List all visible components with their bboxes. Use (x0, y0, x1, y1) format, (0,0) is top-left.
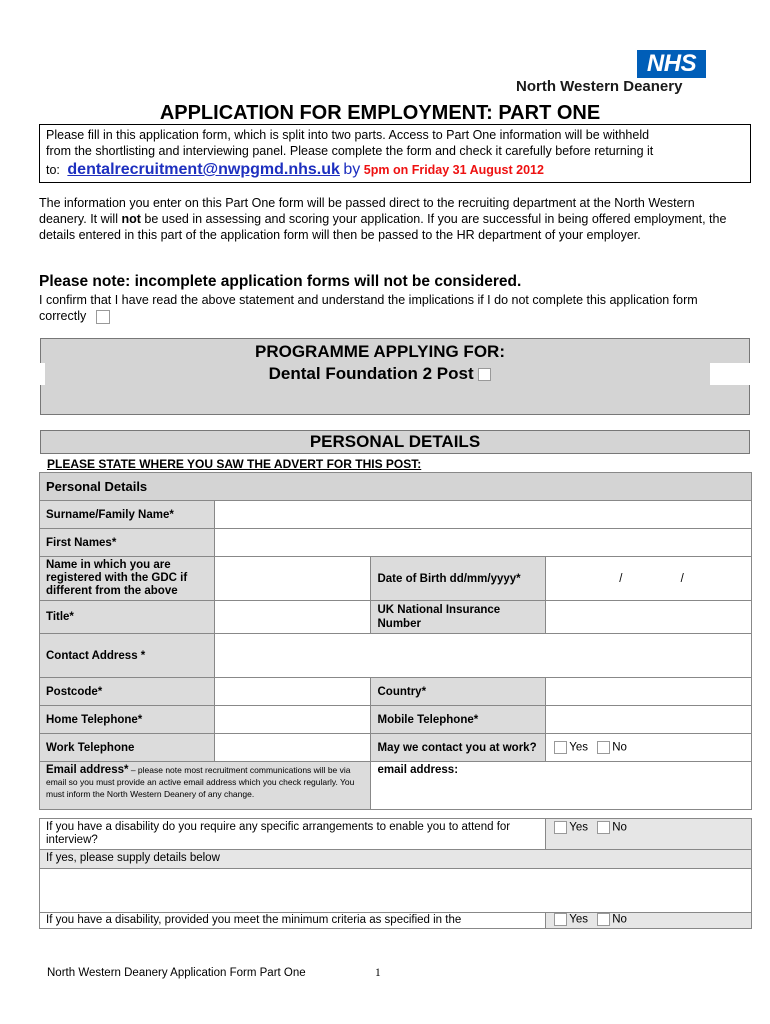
org-name: North Western Deanery (516, 78, 683, 95)
info-text-1: The information you enter on this Part One form will be passed direct to the recruiting department at the North Western deanery. It will (39, 196, 695, 226)
ni-input[interactable] (546, 601, 752, 634)
disability-q1-yes-label: Yes (569, 821, 589, 834)
intro-line-1: Please fill in this application form, which is split into two parts. Access to Part One information will be withheld (46, 128, 650, 142)
gdc-name-input[interactable] (214, 557, 371, 601)
page-title: APPLICATION FOR EMPLOYMENT: PART ONE (159, 102, 601, 124)
nhs-logo: NHS (637, 50, 706, 78)
advert-question: PLEASE STATE WHERE YOU SAW THE ADVERT FOR THIS POST: (47, 457, 422, 471)
info-text-2: be used in assessing and scoring your application. If you are successful in being offered employment, the details entered in this part of the application form will then be passed to the HR department of your employer. (39, 212, 727, 242)
dob-sep-1: / (619, 572, 623, 585)
footer-text: North Western Deanery Application Form Part One (47, 967, 306, 979)
email-label: Email address* (46, 764, 129, 776)
disability-table (39, 818, 752, 929)
disability-q2-options (546, 913, 752, 929)
country-label: Country* (371, 678, 546, 706)
disability-q2-yes-checkbox[interactable] (554, 913, 567, 926)
intro-line-2: from the shortlisting and interviewing panel. Please complete the form and check it carefully before returning it (46, 144, 654, 158)
email-value-label: email address: (377, 764, 459, 776)
ni-label: UK National Insurance Number (371, 601, 546, 634)
recruitment-email-link[interactable]: dentalrecruitment@nwpgmd.nhs.uk (67, 161, 340, 178)
by-label: by (343, 161, 361, 178)
info-paragraph (39, 195, 739, 243)
disability-q1: If you have a disability do you require any specific arrangements to enable you to attend for interview? (40, 819, 546, 850)
contact-work-label: May we contact you at work? (371, 734, 546, 762)
mobile-label: Mobile Telephone* (371, 706, 546, 734)
first-names-input[interactable] (214, 529, 751, 557)
mobile-input[interactable] (546, 706, 752, 734)
contact-work-no-label: No (612, 741, 627, 754)
address-label: Contact Address * (40, 634, 215, 678)
contact-work-no-checkbox[interactable] (597, 741, 610, 754)
incomplete-note: Please note: incomplete application forms will not be considered. (39, 273, 522, 290)
address-input[interactable] (214, 634, 751, 678)
intro-line-3 (46, 162, 744, 178)
intro-box (39, 124, 751, 183)
info-text-bold: not (121, 212, 141, 226)
programme-post-checkbox[interactable] (478, 368, 491, 381)
surname-input[interactable] (214, 501, 751, 529)
first-names-label: First Names* (40, 529, 215, 557)
home-tel-input[interactable] (214, 706, 371, 734)
home-tel-label: Home Telephone* (40, 706, 215, 734)
disability-q1-yes-checkbox[interactable] (554, 821, 567, 834)
disability-details-prompt: If yes, please supply details below (40, 850, 752, 869)
dob-label: Date of Birth dd/mm/yyyy* (371, 557, 546, 601)
surname-label: Surname/Family Name* (40, 501, 215, 529)
programme-title: PROGRAMME APPLYING FOR: (255, 342, 505, 361)
country-input[interactable] (546, 678, 752, 706)
postcode-label: Postcode* (40, 678, 215, 706)
disability-q1-no-checkbox[interactable] (597, 821, 610, 834)
disability-q1-options (546, 819, 752, 850)
disability-q2-no-label: No (612, 913, 627, 926)
contact-work-yes-checkbox[interactable] (554, 741, 567, 754)
confirm-text: I confirm that I have read the above statement and understand the implications if I do not complete this application form correctly (39, 293, 698, 323)
deadline: 5pm on Friday 31 August 2012 (363, 163, 544, 177)
disability-details-input[interactable] (40, 869, 752, 913)
email-label-cell (40, 762, 371, 810)
title-label: Title* (40, 601, 215, 634)
personal-details-table (39, 472, 752, 810)
contact-work-options (546, 734, 752, 762)
email-input[interactable] (371, 762, 752, 810)
dob-sep-2: / (680, 572, 684, 585)
contact-work-yes-label: Yes (569, 741, 589, 754)
title-input[interactable] (214, 601, 371, 634)
personal-details-bar: PERSONAL DETAILS (40, 430, 750, 454)
work-tel-label: Work Telephone (40, 734, 215, 762)
confirm-checkbox[interactable] (96, 310, 110, 324)
page-number: 1 (375, 967, 381, 979)
email-note: – please note most recruitment communications will be via email so you must provide an active email address which you check regularly. You must inform the North Western Deanery of any change. (46, 765, 355, 799)
disability-q2-no-checkbox[interactable] (597, 913, 610, 926)
to-label: to: (46, 163, 60, 177)
personal-details-header: Personal Details (40, 473, 752, 501)
disability-q1-no-label: No (612, 821, 627, 834)
confirm-statement (39, 292, 739, 324)
disability-q2: If you have a disability, provided you meet the minimum criteria as specified in the (40, 913, 546, 929)
dob-input[interactable] (546, 557, 752, 601)
disability-q2-yes-label: Yes (569, 913, 589, 926)
work-tel-input[interactable] (214, 734, 371, 762)
postcode-input[interactable] (214, 678, 371, 706)
gdc-name-label: Name in which you are registered with the GDC if different from the above (40, 557, 215, 601)
programme-post (40, 364, 720, 384)
programme-post-label: Dental Foundation 2 Post (268, 364, 474, 383)
